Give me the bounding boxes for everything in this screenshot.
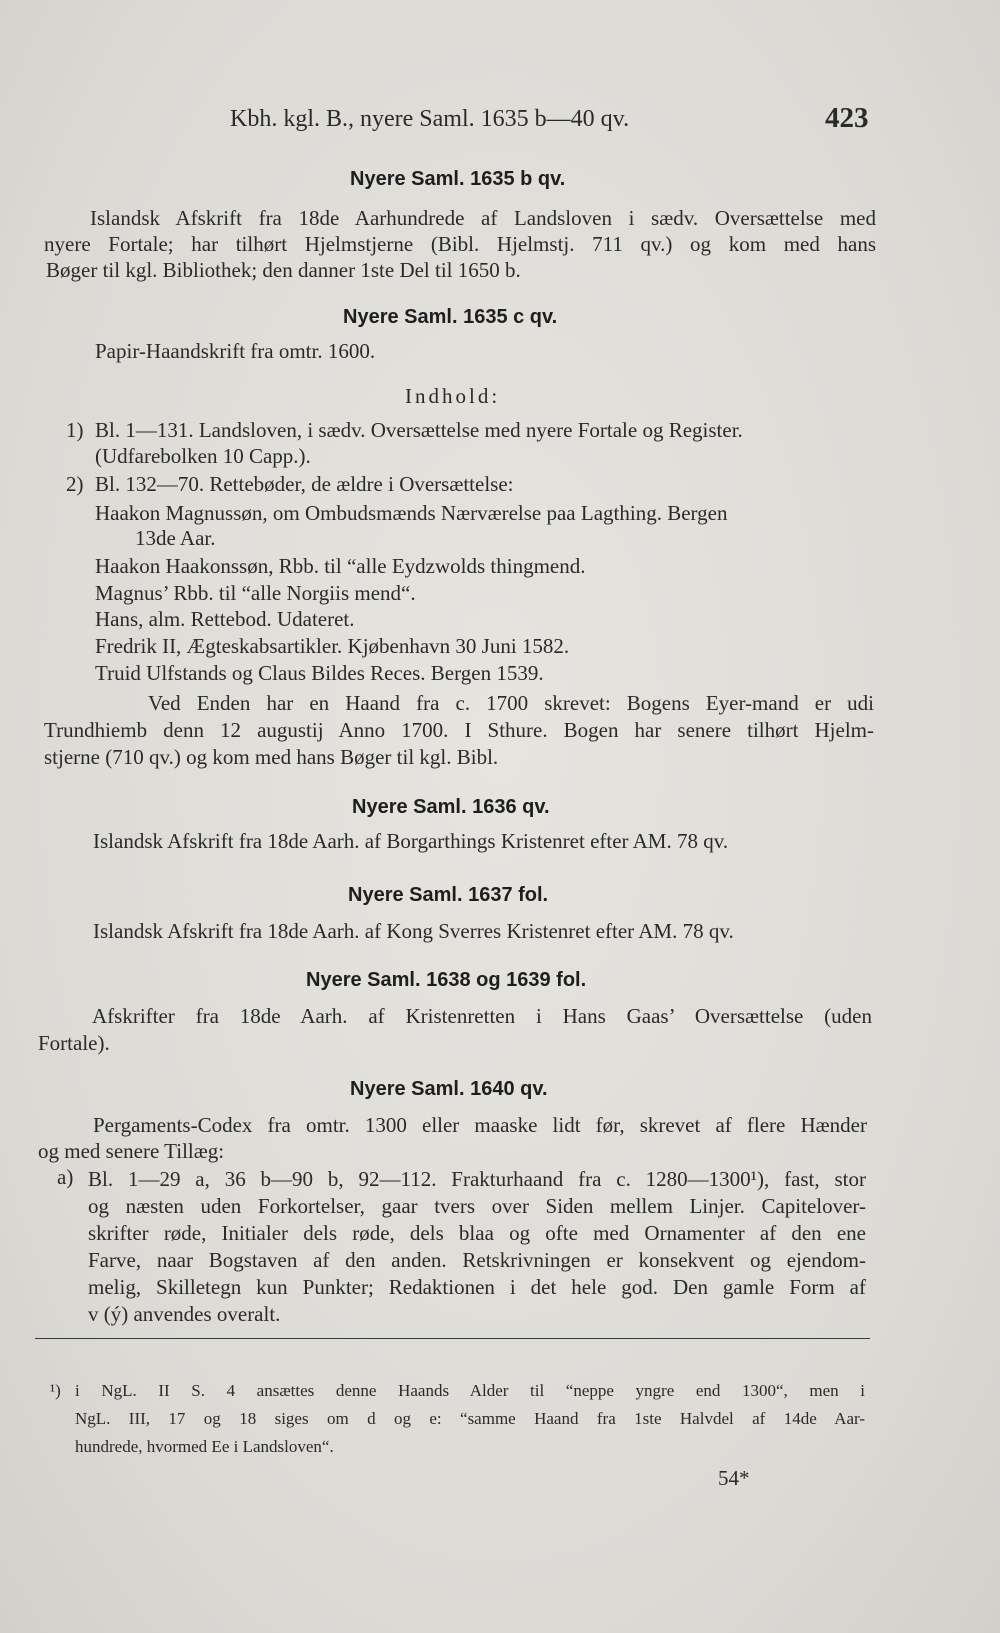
running-title: Kbh. kgl. B., nyere Saml. 1635 b—40 qv. — [230, 106, 630, 132]
section-heading-1635c: Nyere Saml. 1635 c qv. — [343, 306, 558, 328]
footnote-marker: ¹) — [50, 1381, 61, 1400]
footnote-separator — [35, 1338, 870, 1339]
text-line: Fortale). — [38, 1031, 110, 1055]
ordinance-line: Haakon Magnussøn, om Ombudsmænds Nærværelse paa Lagthing. Bergen — [95, 501, 728, 525]
text-line: Islandsk Afskrift fra 18de Aarh. af Borgarthings Kristenret efter AM. 78 qv. — [93, 829, 729, 853]
text-line: nyere Fortale; har tilhørt Hjelmstjerne (Bibl. Hjelmstj. 711 qv.) og kom med hans — [44, 232, 876, 256]
text-line: Farve, naar Bogstaven af den anden. Retskrivningen er konsekvent og ejendom- — [88, 1248, 866, 1272]
text-line: Islandsk Afskrift fra 18de Aarhundrede af Landsloven i sædv. Oversættelse med — [90, 206, 876, 230]
section-heading-1638: Nyere Saml. 1638 og 1639 fol. — [306, 969, 587, 991]
text-line: skrifter røde, Initialer dels røde, dels blaa og ofte med Ornamenter af den ene — [88, 1221, 866, 1245]
text-line: Bl. 132—70. Rettebøder, de ældre i Oversættelse: — [95, 472, 514, 496]
text-line: Bl. 1—131. Landsloven, i sædv. Oversættelse med nyere Fortale og Register. — [95, 418, 743, 442]
text-line: Trundhiemb denn 12 augustij Anno 1700. I Sthure. Bogen har senere tilhørt Hjelm- — [44, 718, 874, 742]
text-line: Pergaments-Codex fra omtr. 1300 eller maaske lidt før, skrevet af flere Hænder — [93, 1113, 867, 1137]
contents-heading: Indhold: — [405, 384, 501, 408]
text-line: Ved Enden har en Haand fra c. 1700 skrevet: Bogens Eyer-mand er udi — [148, 691, 874, 715]
footnote-line: NgL. III, 17 og 18 siges om d og e: “samme Haand fra 1ste Halvdel af 14de Aar- — [75, 1409, 865, 1428]
ordinance-line: Magnus’ Rbb. til “alle Norgiis mend“. — [95, 581, 416, 605]
section-heading-1635b: Nyere Saml. 1635 b qv. — [350, 168, 566, 190]
ordinance-line: Haakon Haakonssøn, Rbb. til “alle Eydzwolds thingmend. — [95, 554, 586, 578]
signature-mark: 54* — [718, 1466, 750, 1490]
text-line: Bøger til kgl. Bibliothek; den danner 1ste Del til 1650 b. — [46, 258, 521, 282]
item-number: 1) — [66, 418, 84, 442]
ordinance-line: Hans, alm. Rettebod. Udateret. — [95, 607, 355, 631]
footnote-line: i NgL. II S. 4 ansættes denne Haands Alder til “neppe yngre end 1300“, men i — [75, 1381, 865, 1400]
text-line: (Udfarebolken 10 Capp.). — [95, 444, 311, 468]
item-number: 2) — [66, 472, 84, 496]
text-line: stjerne (710 qv.) og kom med hans Bøger til kgl. Bibl. — [44, 745, 499, 769]
text-line: Papir-Haandskrift fra omtr. 1600. — [95, 339, 376, 363]
text-line: og næsten uden Forkortelser, gaar tvers over Siden mellem Linjer. Capitelover- — [88, 1194, 866, 1218]
text-line: Afskrifter fra 18de Aarh. af Kristenretten i Hans Gaas’ Oversættelse (uden — [92, 1004, 872, 1028]
text-line: Bl. 1—29 a, 36 b—90 b, 92—112. Frakturhaand fra c. 1280—1300¹), fast, stor — [88, 1167, 866, 1191]
section-heading-1640: Nyere Saml. 1640 qv. — [350, 1078, 548, 1100]
ordinance-line: Truid Ulfstands og Claus Bildes Reces. Bergen 1539. — [95, 661, 544, 685]
footnote-line: hundrede, hvormed Ee i Landsloven“. — [75, 1437, 334, 1456]
text-line: v (ý) anvendes overalt. — [88, 1302, 281, 1326]
ordinance-line: Fredrik II, Ægteskabsartikler. Kjøbenhavn 30 Juni 1582. — [95, 634, 570, 658]
ordinance-line: 13de Aar. — [135, 526, 216, 550]
item-label: a) — [57, 1165, 74, 1189]
text-line: og med senere Tillæg: — [38, 1139, 225, 1163]
text-line: Islandsk Afskrift fra 18de Aarh. af Kong Sverres Kristenret efter AM. 78 qv. — [93, 919, 734, 943]
section-heading-1636: Nyere Saml. 1636 qv. — [352, 796, 550, 818]
page-number: 423 — [825, 102, 869, 134]
section-heading-1637: Nyere Saml. 1637 fol. — [348, 884, 549, 906]
text-line: melig, Skilletegn kun Punkter; Redaktionen i det hele god. Den gamle Form af — [88, 1275, 866, 1299]
